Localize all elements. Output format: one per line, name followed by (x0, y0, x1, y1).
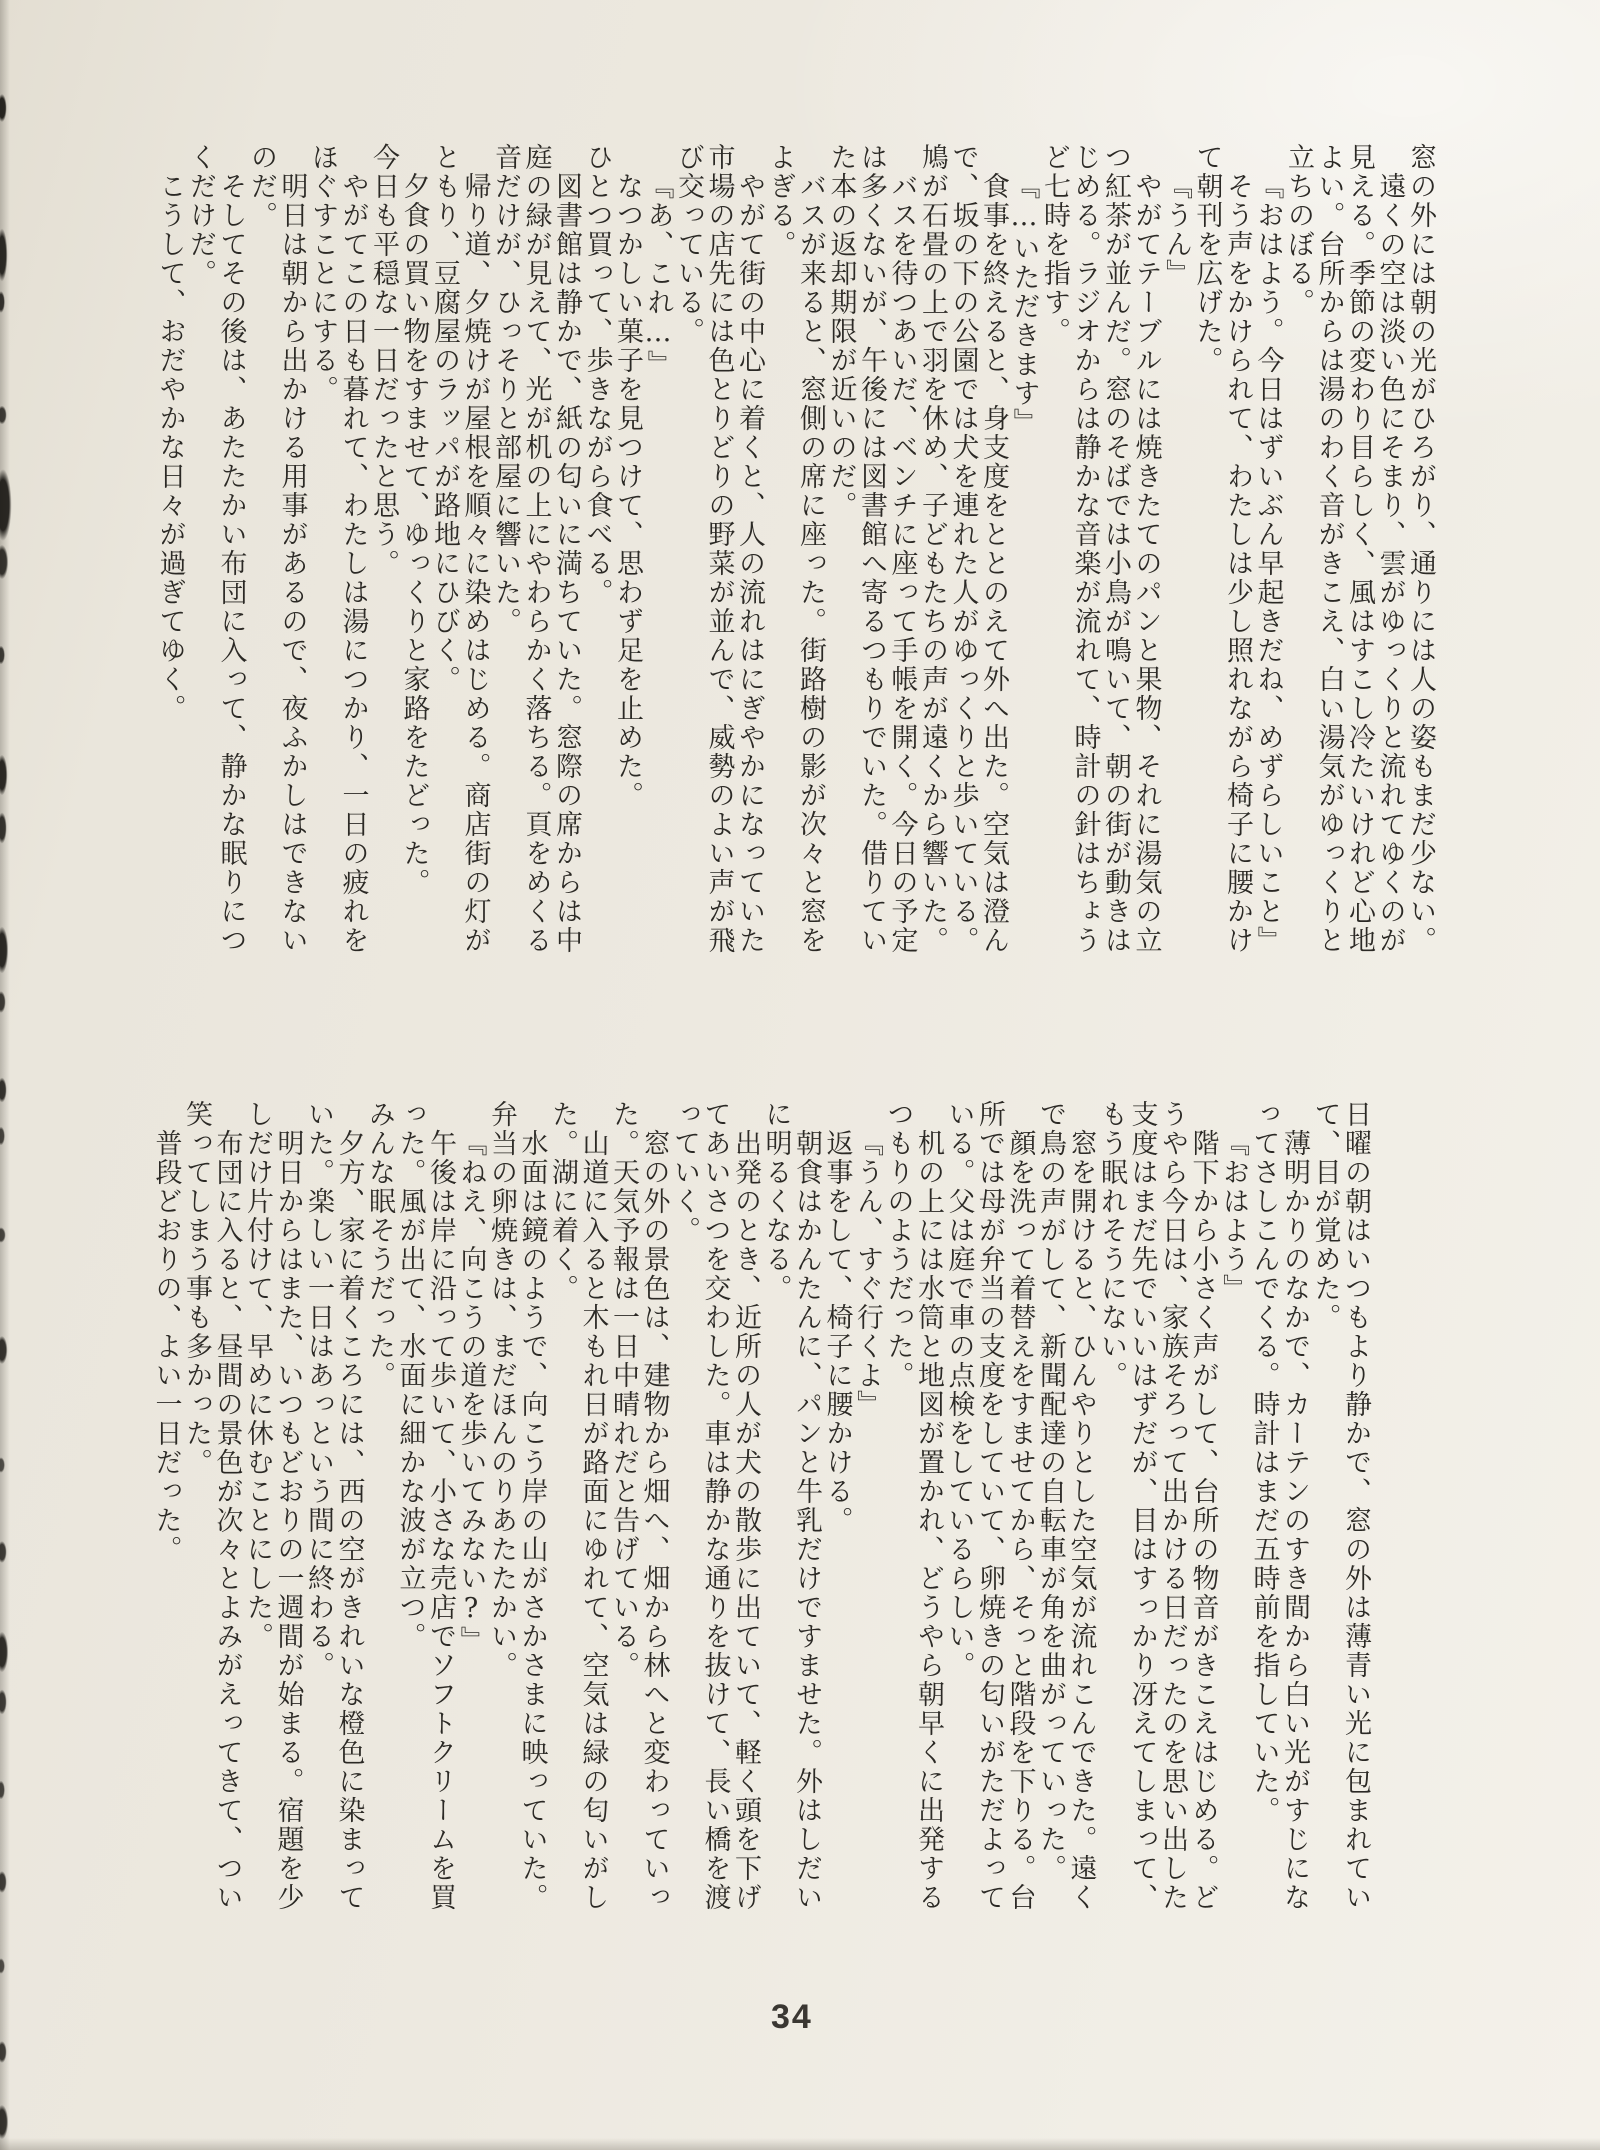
text-column: 所では母が弁当の支度をしていて、卵焼きの匂いがただよって (974, 1100, 1005, 1912)
text-column: 食事を終えると、身支度をととのえて外へ出た。空気は澄ん (978, 172, 1009, 955)
text-column: ひとつ買って、歩きながら食べる。 (581, 143, 613, 607)
text-column: 午後は岸に沿って歩いて、小さな売店でソフトクリームを買 (425, 1129, 456, 1912)
text-column: 遠くの空は淡い色にそまり、雲がゆっくりと流れてゆくのが (1374, 172, 1406, 955)
text-column: 日曜の朝はいつもより静かで、窓の外は薄青い光に包まれてい (1340, 1100, 1371, 1912)
text-column: 支度はまだ先でいいはずだが、目はすっかり冴えてしまって、 (1126, 1100, 1158, 1912)
text-column: 普段どおりの、よい一日だった。 (150, 1129, 182, 1564)
text-column: 窓の外の景色は、建物から畑へ、畑から林へと変わっていっ (638, 1129, 670, 1912)
text-column: び交っている。 (673, 143, 704, 346)
text-block-top (143, 143, 1435, 1025)
page-bottom-shadow (0, 2138, 1600, 2150)
page-number: 34 (771, 1998, 813, 2036)
text-column: てあいさつを交わした。車は静かな通りを抜けて、長い橋を渡 (699, 1100, 731, 1912)
text-column: 『うん、すぐ行くよ』 (852, 1129, 883, 1419)
text-column: 窓の外には朝の光がひろがり、通りには人の姿もまだ少ない。 (1405, 143, 1436, 955)
text-column: 庭の緑が見えて、光が机の上にやわらかく落ちる。頁をめくる (520, 143, 552, 955)
text-column: よぎる。 (764, 143, 796, 259)
text-column: 机の上には水筒と地図が置かれ、どうやら朝早くに出発する (913, 1129, 944, 1912)
text-column: た。湖に着く。 (547, 1100, 578, 1303)
text-column: そしてその後は、あたたかい布団に入って、静かな眠りにつ (215, 172, 247, 955)
text-column: 音だけが、ひっそりと部屋に響いた。 (490, 143, 521, 636)
text-column: 水面は鏡のようで、向こう岸の山がさかさまに映っていた。 (516, 1129, 548, 1912)
text-column: 『おはよう』 (1218, 1129, 1249, 1303)
text-column: やがてテーブルには焼きたてのパンと果物、それに湯気の立 (1130, 172, 1162, 955)
text-column: った。風が出て、水面に細かな波が立つ。 (394, 1100, 426, 1651)
text-column: 弁当の卵焼きは、まだほんのりあたたかい。 (486, 1100, 517, 1680)
text-column: っていく。 (669, 1100, 700, 1245)
text-column: うやら今日は、家族そろって出かける日だったのを思い出した (1157, 1100, 1188, 1912)
text-column: ほぐすことにする。 (307, 143, 338, 404)
text-column: 明日からはまた、いつもどおりの一週間が始まる。宿題を少 (272, 1129, 304, 1912)
text-column: ともり、豆腐屋のラッパが路地にひびく。 (429, 143, 460, 694)
text-column: 帰り道、夕焼けが屋根を順々に染めはじめる。商店街の灯が (459, 172, 491, 955)
text-column: で鳥の声がして、新聞配達の自転車が角を曲がっていった。 (1035, 1100, 1066, 1883)
text-column: 図書館は静かで、紙の匂いに満ちていた。窓際の席からは中 (551, 172, 582, 955)
text-column: 山道に入ると木もれ日が路面にゆれて、空気は緑の匂いがし (577, 1129, 609, 1912)
text-column: て、目が覚めた。 (1309, 1100, 1341, 1332)
text-column: じめる。ラジオからは静かな音楽が流れて、時計の針はちょう (1069, 143, 1101, 955)
text-column: くだけだ。 (185, 143, 216, 288)
text-column: 夕食の買い物をすませて、ゆっくりと家路をたどった。 (398, 172, 430, 897)
text-column: 窓を開けると、ひんやりとした空気が流れこんできた。遠く (1065, 1129, 1097, 1912)
text-column: た本の返却期限が近いのだ。 (825, 143, 857, 520)
text-column: 『…いただきます』 (1008, 172, 1040, 437)
text-column: 見える。季節の変わり目らしく、風はすこし冷たいけれど心地 (1344, 143, 1375, 955)
text-column: しだけ片付けて、早めに休むことにした。 (242, 1100, 273, 1651)
text-column: みんな眠そうだった。 (364, 1100, 395, 1390)
text-column: そう声をかけられて、わたしは少し照れながら椅子に腰かけ (1222, 172, 1253, 955)
text-column: やがてこの日も暮れて、わたしは湯につかり、一日の疲れを (337, 172, 369, 955)
text-column: ど七時を指す。 (1039, 143, 1070, 346)
text-column: た。天気予報は一日中晴れだと告げている。 (608, 1100, 639, 1680)
text-column: 明日は朝から出かける用事があるので、夜ふかしはできない (276, 172, 308, 955)
text-column: つもりのようだった。 (882, 1100, 914, 1390)
text-column: 市場の店先には色とりどりの野菜が並んで、威勢のよい声が飛 (703, 143, 735, 955)
text-column: 朝食はかんたんに、パンと牛乳だけですませた。外はしだい (791, 1129, 822, 1912)
text-column: 笑ってしまう事も多かった。 (181, 1100, 212, 1477)
text-column: のだ。 (246, 143, 277, 230)
text-column: て朝刊を広げた。 (1191, 143, 1223, 375)
text-column: もう眠れそうにない。 (1096, 1100, 1127, 1390)
text-column: よい。台所からは湯のわく音がきこえ、白い湯気がゆっくりと (1313, 143, 1345, 955)
text-column: こうして、おだやかな日々が過ぎてゆく。 (154, 172, 186, 723)
text-column: 階下から小さく声がして、台所の物音がきこえはじめる。ど (1187, 1129, 1219, 1912)
text-column: 布団に入ると、昼間の景色が次々とよみがえってきて、つい (211, 1129, 243, 1912)
text-column: 『ねえ、向こうの道を歩いてみない?』 (455, 1129, 487, 1655)
text-column: つ紅茶が並んだ。窓のそばでは小鳥が鳴いて、朝の街が動きは (1100, 143, 1131, 955)
text-column: 返事をして、椅子に腰かける。 (821, 1129, 853, 1535)
text-column: 出発のとき、近所の人が犬の散歩に出ていて、軽く頭を下げ (730, 1129, 761, 1912)
text-column: は多くないが、午後には図書館へ寄るつもりでいた。借りてい (856, 143, 887, 955)
text-column: バスを待つあいだ、ベンチに座って手帳を開く。今日の予定 (886, 172, 918, 955)
text-column: 夕方、家に着くころには、西の空がきれいな橙色に染まって (333, 1129, 365, 1912)
text-column: 『あ、これ…』 (642, 172, 674, 379)
text-column: 立ちのぼる。 (1283, 143, 1314, 317)
text-column: いた。楽しい一日はあっという間に終わる。 (303, 1100, 334, 1680)
text-column: なつかしい菓子を見つけて、思わず足を止めた。 (612, 172, 643, 810)
text-column: に明るくなる。 (760, 1100, 792, 1303)
text-column: いる。父は庭で車の点検をしているらしい。 (943, 1100, 975, 1680)
text-column: 『うん』 (1161, 172, 1192, 288)
text-column: 今日も平穏な一日だったと思う。 (368, 143, 399, 578)
text-column: で、坂の下の公園では犬を連れた人がゆっくりと歩いている。 (947, 143, 979, 955)
text-column: 薄明かりのなかで、カーテンのすき間から白い光がすじにな (1279, 1129, 1310, 1912)
text-column: 鳩が石畳の上で羽を休め、子どもたちの声が遠くから響いた。 (917, 143, 948, 955)
text-column: 顔を洗って着替えをすませてから、そっと階段を下りる。台 (1004, 1129, 1036, 1912)
text-column: やがて街の中心に着くと、人の流れはにぎやかになっていた (734, 172, 765, 955)
text-column: バスが来ると、窓側の席に座った。街路樹の影が次々と窓を (795, 172, 826, 955)
binding-edge-artifacts (0, 0, 22, 2150)
text-column: ってさしこんでくる。時計はまだ五時前を指していた。 (1248, 1100, 1280, 1825)
text-column: 『おはよう。今日はずいぶん早起きだね、めずらしいこと』 (1252, 172, 1284, 955)
text-block-bottom (138, 1100, 1370, 1982)
